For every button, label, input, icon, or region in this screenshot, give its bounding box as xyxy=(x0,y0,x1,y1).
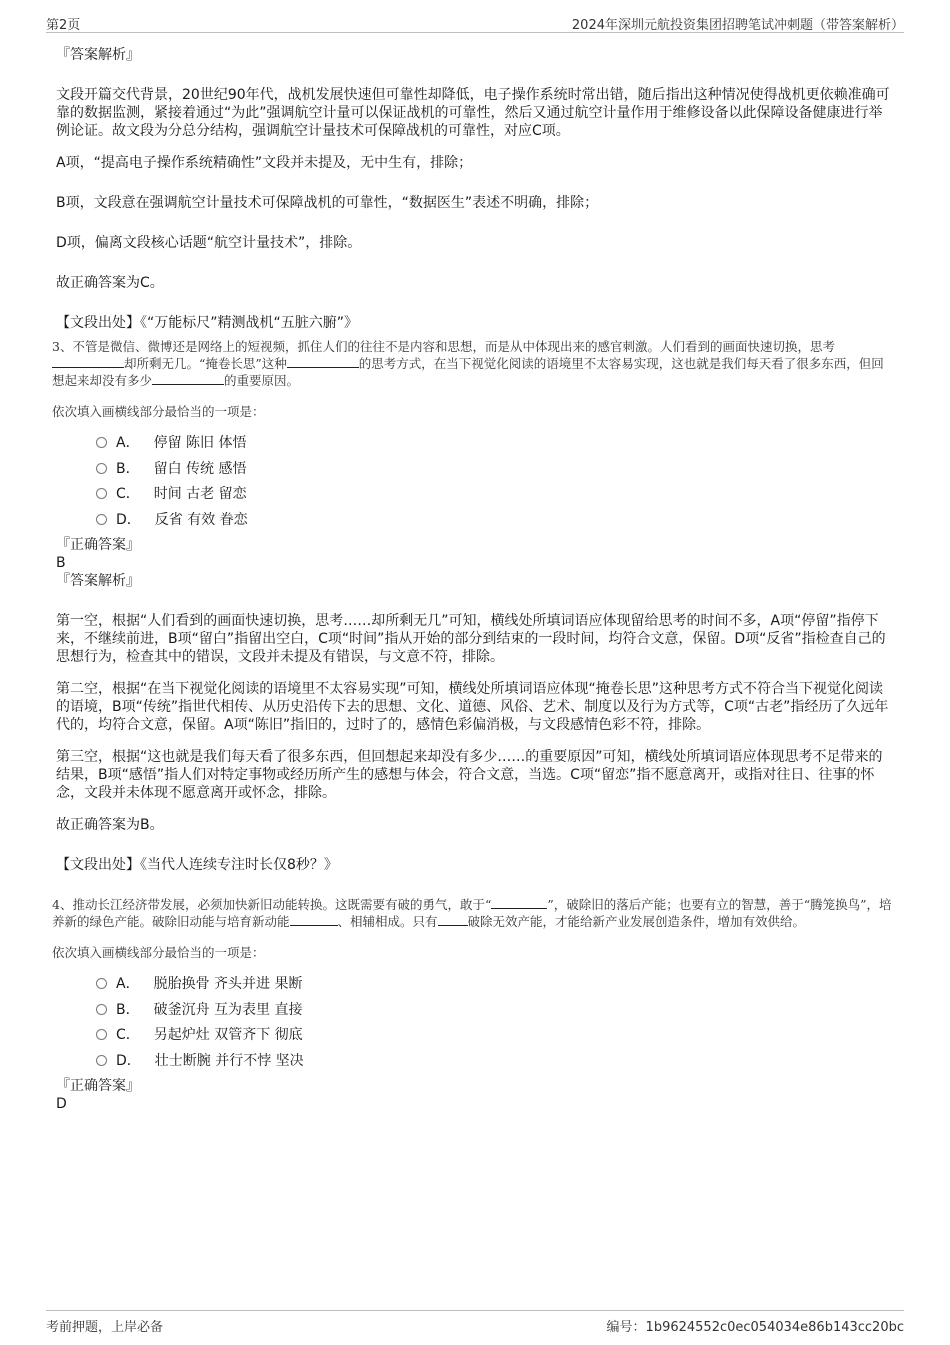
analysis-paragraph: D项，偏离文段核心话题“航空计量技术”，排除。 xyxy=(56,235,362,251)
answer-label: 『正确答案』 xyxy=(56,537,140,553)
radio-icon[interactable] xyxy=(96,463,107,474)
analysis-paragraph: 第一空，根据“人们看到的画面快速切换，思考……却所剩无几”可知，横线处所填词语应体现留给思考的时间不多，A项“停留”指停下来，不继续前进，B项“留白”指留出空白，C项“时间”指从开始的部分到结束的一段时间，均符合文意，保留。D项“反省”指检查自己的思想行为，检查其中的错误，文段并未提及有错误，与文意不符，排除。 xyxy=(56,613,886,665)
option-c[interactable]: C． 另起炉灶 双管齐下 彻底 xyxy=(96,1026,896,1052)
page-header xyxy=(46,12,904,33)
analysis-label: 『答案解析』 xyxy=(56,47,140,63)
option-a[interactable]: A． 脱胎换骨 齐头并进 果断 xyxy=(96,975,896,1001)
document-id: 编号：1b9624552c0ec054034e86b143cc20bc xyxy=(606,1320,904,1335)
question-prompt: 依次填入画横线部分最恰当的一项是： xyxy=(52,945,265,960)
page-content xyxy=(52,44,896,1113)
fill-blank xyxy=(287,355,359,368)
source-citation: 【文段出处】《当代人连续专注时长仅8秒？》 xyxy=(56,857,338,873)
answer-conclusion: 故正确答案为C。 xyxy=(56,275,164,291)
analysis-paragraph: 第二空，根据“在当下视觉化阅读的语境里不太容易实现”可知，横线处所填词语应体现“掩卷长思”这种思考方式不符合当下视觉化阅读的语境，B项“传统”指世代相传、从历史沿传下去的思想、文化、道德、风俗、艺术、制度以及行为方式等，C项“古老”指经历了久远年代的，均符合文意，保留。A项“陈旧”指旧的，过时了的，感情色彩偏消极，与文段感情色彩不符，排除。 xyxy=(56,681,889,733)
fill-blank xyxy=(290,913,338,926)
analysis-paragraph: B项，文段意在强调航空计量技术可保障战机的可靠性，“数据医生”表述不明确，排除； xyxy=(56,195,599,211)
option-list xyxy=(96,975,896,1077)
analysis-paragraph: 文段开篇交代背景，20世纪90年代，战机发展快速但可靠性却降低，电子操作系统时常出错，随后指出这种情况使得战机更依赖准确可靠的数据监测，紧接着通过“为此”强调航空计量可以保证战机的可靠性，然后又通过航空计量作用于维修设备以此保障设备健康进行举例论证。故文段为分总分结构，强调航空计量技术可保障战机的可靠性，对应C项。 xyxy=(56,87,890,139)
page-footer xyxy=(46,1310,904,1335)
radio-icon[interactable] xyxy=(96,1055,107,1066)
question-stem: 4、推动长江经济带发展，必须加快新旧动能转换。这既需要有破的勇气，敢于“ ”，破除旧的落后产能；也要有立的智慧，善于“腾笼换鸟”，培养新的绿色产能。破除旧动能与培育新动能 、相辅相成。只有 破除无效产能，才能给新产业发展创造条件，增加有效供给。 xyxy=(52,897,892,929)
radio-icon[interactable] xyxy=(96,437,107,448)
option-list xyxy=(96,434,896,536)
option-a[interactable]: A． 停留 陈旧 体悟 xyxy=(96,434,896,460)
footer-slogan: 考前押题，上岸必备 xyxy=(46,1320,164,1335)
answer-conclusion: 故正确答案为B。 xyxy=(56,817,164,833)
option-b[interactable]: B． 留白 传统 感悟 xyxy=(96,460,896,486)
analysis-label: 『答案解析』 xyxy=(56,573,140,589)
option-d[interactable]: D． 反省 有效 眷恋 xyxy=(96,511,896,537)
analysis-paragraph: A项，“提高电子操作系统精确性”文段并未提及，无中生有，排除； xyxy=(56,155,473,171)
fill-blank xyxy=(52,355,124,368)
answer-label: 『正确答案』 xyxy=(56,1078,140,1094)
option-c[interactable]: C． 时间 古老 留恋 xyxy=(96,485,896,511)
source-citation: 【文段出处】《“万能标尺”精测战机“五脏六腑”》 xyxy=(56,315,359,331)
radio-icon[interactable] xyxy=(96,514,107,525)
question-prompt: 依次填入画横线部分最恰当的一项是： xyxy=(52,404,265,419)
fill-blank xyxy=(491,896,547,909)
question-stem: 3、不管是微信、微博还是网络上的短视频，抓住人们的往往不是内容和思想，而是从中体现出来的感官刺激。人们看到的画面快速切换，思考却所剩无几。“掩卷长思”这种 的思考方式，在当下视觉化阅读的语境里不太容易实现，这也就是我们每天看了很多东西，但回想起来却没有多少 的重要原因。 xyxy=(52,339,884,388)
correct-answer: D xyxy=(56,1096,67,1112)
radio-icon[interactable] xyxy=(96,488,107,499)
fill-blank xyxy=(438,913,468,926)
option-b[interactable]: B． 破釜沉舟 互为表里 直接 xyxy=(96,1001,896,1027)
radio-icon[interactable] xyxy=(96,978,107,989)
radio-icon[interactable] xyxy=(96,1004,107,1015)
page-number: 第2页 xyxy=(46,18,81,33)
radio-icon[interactable] xyxy=(96,1029,107,1040)
fill-blank xyxy=(152,372,224,385)
correct-answer: B xyxy=(56,555,66,571)
analysis-paragraph: 第三空，根据“这也就是我们每天看了很多东西，但回想起来却没有多少……的重要原因”可知，横线处所填词语应体现思考不足带来的结果，B项“感悟”指人们对特定事物或经历所产生的感想与体会，符合文意，当选。C项“留恋”指不愿意离开，或指对往日、往事的怀念，文段并未体现不愿意离开或怀念，排除。 xyxy=(56,749,883,801)
option-d[interactable]: D． 壮士断腕 并行不悖 坚决 xyxy=(96,1052,896,1078)
document-title: 2024年深圳元航投资集团招聘笔试冲刺题（带答案解析） xyxy=(571,18,904,33)
